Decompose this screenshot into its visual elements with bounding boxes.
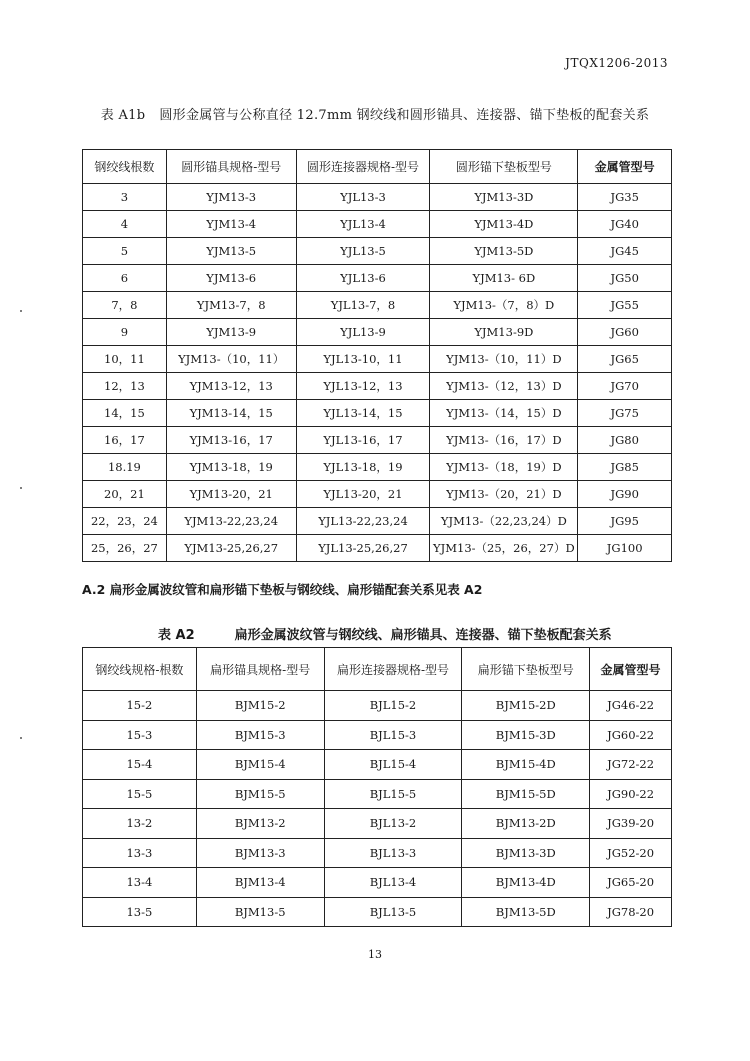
table-cell: BJL13-2 <box>324 809 462 839</box>
table-cell: JG60 <box>578 319 672 346</box>
table-cell: JG95 <box>578 508 672 535</box>
table-cell: YJM13-（25，26，27）D <box>430 535 578 562</box>
table-cell: BJL15-4 <box>324 750 462 780</box>
table-cell: 10，11 <box>83 346 167 373</box>
table-cell: BJM15-5 <box>196 779 324 809</box>
table-cell: YJM13-（22,23,24）D <box>430 508 578 535</box>
table-cell: YJL13-12，13 <box>296 373 430 400</box>
table-cell: BJM13-2 <box>196 809 324 839</box>
table-cell: JG55 <box>578 292 672 319</box>
table-a1b-title-text: 圆形金属管与公称直径 12.7mm 钢绞线和圆形锚具、连接器、锚下垫板的配套关系 <box>159 108 650 123</box>
table-cell: BJL13-5 <box>324 897 462 927</box>
table-cell: JG40 <box>578 211 672 238</box>
table-header-row <box>83 648 672 691</box>
table-row <box>83 184 672 211</box>
table-row <box>83 319 672 346</box>
table-a2-label: 表 A2 <box>158 628 195 643</box>
table-row <box>83 346 672 373</box>
table-row <box>83 535 672 562</box>
table-cell: 15-3 <box>83 720 197 750</box>
table-cell: JG90 <box>578 481 672 508</box>
table-row <box>83 809 672 839</box>
table-row <box>83 454 672 481</box>
table-cell: 16，17 <box>83 427 167 454</box>
table-a1b <box>82 149 672 562</box>
table-cell: YJM13-（14，15）D <box>430 400 578 427</box>
table-cell: 4 <box>83 211 167 238</box>
table-cell: YJL13-20，21 <box>296 481 430 508</box>
table-cell: YJM13-6 <box>166 265 296 292</box>
table-cell: JG75 <box>578 400 672 427</box>
column-header: 扁形锚下垫板型号 <box>462 648 590 691</box>
table-cell: YJM13-（10，11）D <box>430 346 578 373</box>
table-cell: JG60-22 <box>590 720 672 750</box>
table-cell: BJM15-4D <box>462 750 590 780</box>
table-cell: YJM13-16，17 <box>166 427 296 454</box>
table-cell: 9 <box>83 319 167 346</box>
table-row <box>83 481 672 508</box>
table-cell: 22，23，24 <box>83 508 167 535</box>
table-cell: BJL13-3 <box>324 838 462 868</box>
table-cell: YJL13-14，15 <box>296 400 430 427</box>
table-cell: BJL15-2 <box>324 691 462 721</box>
table-cell: YJM13-12，13 <box>166 373 296 400</box>
table-row <box>83 838 672 868</box>
table-cell: JG65 <box>578 346 672 373</box>
table-cell: 6 <box>83 265 167 292</box>
table-cell: YJL13-16，17 <box>296 427 430 454</box>
table-cell: YJM13-（18，19）D <box>430 454 578 481</box>
table-cell: BJM15-2 <box>196 691 324 721</box>
table-cell: YJL13-10，11 <box>296 346 430 373</box>
table-cell: BJM13-2D <box>462 809 590 839</box>
table-cell: YJM13-3 <box>166 184 296 211</box>
table-cell: 5 <box>83 238 167 265</box>
table-cell: YJM13-（10，11） <box>166 346 296 373</box>
column-header: 金属管型号 <box>578 150 672 184</box>
table-cell: YJM13-9D <box>430 319 578 346</box>
table-a2 <box>82 647 672 927</box>
table-cell: 13-5 <box>83 897 197 927</box>
table-a2-title-text: 扁形金属波纹管与钢绞线、扁形锚具、连接器、锚下垫板配套关系 <box>234 628 612 643</box>
table-cell: BJM15-2D <box>462 691 590 721</box>
scan-speck <box>20 310 22 312</box>
table-a1b-label: 表 A1b <box>100 108 146 123</box>
table-row <box>83 691 672 721</box>
table-row <box>83 750 672 780</box>
table-cell: 14，15 <box>83 400 167 427</box>
table-cell: YJM13-5 <box>166 238 296 265</box>
table-cell: JG85 <box>578 454 672 481</box>
table-cell: BJM13-3D <box>462 838 590 868</box>
table-header-row <box>83 150 672 184</box>
table-cell: BJM13-5D <box>462 897 590 927</box>
table-cell: 13-4 <box>83 868 197 898</box>
table-cell: YJL13-3 <box>296 184 430 211</box>
table-cell: YJM13-14，15 <box>166 400 296 427</box>
table-cell: JG70 <box>578 373 672 400</box>
table-cell: 25，26，27 <box>83 535 167 562</box>
table-row <box>83 211 672 238</box>
table-cell: BJM13-4D <box>462 868 590 898</box>
table-cell: YJM13-（7，8）D <box>430 292 578 319</box>
table-cell: 13-3 <box>83 838 197 868</box>
table-cell: BJM15-4 <box>196 750 324 780</box>
table-cell: JG52-20 <box>590 838 672 868</box>
table-cell: YJM13-3D <box>430 184 578 211</box>
table-cell: BJL15-3 <box>324 720 462 750</box>
scan-speck <box>20 487 22 489</box>
column-header: 圆形锚具规格-型号 <box>166 150 296 184</box>
table-row <box>83 373 672 400</box>
table-cell: BJM13-5 <box>196 897 324 927</box>
table-cell: YJM13-5D <box>430 238 578 265</box>
table-cell: BJM15-3 <box>196 720 324 750</box>
table-cell: YJM13-18，19 <box>166 454 296 481</box>
table-cell: JG65-20 <box>590 868 672 898</box>
scan-speck <box>20 737 22 739</box>
table-cell: JG78-20 <box>590 897 672 927</box>
table-cell: 13-2 <box>83 809 197 839</box>
column-header: 圆形锚下垫板型号 <box>430 150 578 184</box>
table-cell: JG35 <box>578 184 672 211</box>
table-row <box>83 508 672 535</box>
table-cell: BJM15-3D <box>462 720 590 750</box>
table-cell: YJM13-4D <box>430 211 578 238</box>
column-header: 扁形连接器规格-型号 <box>324 648 462 691</box>
table-cell: 15-5 <box>83 779 197 809</box>
table-cell: JG100 <box>578 535 672 562</box>
table-cell: JG39-20 <box>590 809 672 839</box>
table-cell: 15-4 <box>83 750 197 780</box>
table-cell: YJM13-25,26,27 <box>166 535 296 562</box>
table-cell: 20，21 <box>83 481 167 508</box>
table-row <box>83 868 672 898</box>
column-header: 扁形锚具规格-型号 <box>196 648 324 691</box>
table-cell: YJM13-（12，13）D <box>430 373 578 400</box>
page-number: 13 <box>368 948 382 961</box>
table-cell: BJM13-4 <box>196 868 324 898</box>
document-code: JTQX1206-2013 <box>565 56 668 70</box>
table-cell: YJM13-7，8 <box>166 292 296 319</box>
table-cell: 7，8 <box>83 292 167 319</box>
table-cell: YJM13- 6D <box>430 265 578 292</box>
table-a2-title <box>158 624 612 643</box>
table-row <box>83 292 672 319</box>
column-header: 钢绞线根数 <box>83 150 167 184</box>
table-cell: YJL13-18，19 <box>296 454 430 481</box>
table-cell: JG50 <box>578 265 672 292</box>
table-cell: 12，13 <box>83 373 167 400</box>
table-cell: JG72-22 <box>590 750 672 780</box>
table-cell: YJL13-25,26,27 <box>296 535 430 562</box>
table-cell: YJL13-6 <box>296 265 430 292</box>
table-cell: YJM13-（16，17）D <box>430 427 578 454</box>
table-a1b-title <box>0 104 750 123</box>
table-cell: YJM13-22,23,24 <box>166 508 296 535</box>
table-cell: YJL13-7，8 <box>296 292 430 319</box>
section-a2-heading: A.2 扁形金属波纹管和扁形锚下垫板与钢绞线、扁形锚配套关系见表 A2 <box>82 582 483 597</box>
table-row <box>83 400 672 427</box>
column-header: 钢绞线规格-根数 <box>83 648 197 691</box>
table-cell: BJL15-5 <box>324 779 462 809</box>
table-row <box>83 779 672 809</box>
table-cell: YJM13-（20，21）D <box>430 481 578 508</box>
table-cell: 3 <box>83 184 167 211</box>
table-cell: BJM15-5D <box>462 779 590 809</box>
table-cell: JG80 <box>578 427 672 454</box>
table-cell: YJL13-4 <box>296 211 430 238</box>
table-cell: YJL13-5 <box>296 238 430 265</box>
table-cell: YJM13-4 <box>166 211 296 238</box>
table-row <box>83 238 672 265</box>
table-row <box>83 897 672 927</box>
column-header: 圆形连接器规格-型号 <box>296 150 430 184</box>
table-cell: YJM13-9 <box>166 319 296 346</box>
column-header: 金属管型号 <box>590 648 672 691</box>
table-cell: YJL13-22,23,24 <box>296 508 430 535</box>
table-cell: 15-2 <box>83 691 197 721</box>
table-cell: JG45 <box>578 238 672 265</box>
table-cell: JG46-22 <box>590 691 672 721</box>
table-cell: YJL13-9 <box>296 319 430 346</box>
table-cell: BJM13-3 <box>196 838 324 868</box>
table-cell: BJL13-4 <box>324 868 462 898</box>
table-cell: JG90-22 <box>590 779 672 809</box>
table-cell: YJM13-20，21 <box>166 481 296 508</box>
table-row <box>83 265 672 292</box>
table-row <box>83 720 672 750</box>
table-cell: 18.19 <box>83 454 167 481</box>
table-row <box>83 427 672 454</box>
